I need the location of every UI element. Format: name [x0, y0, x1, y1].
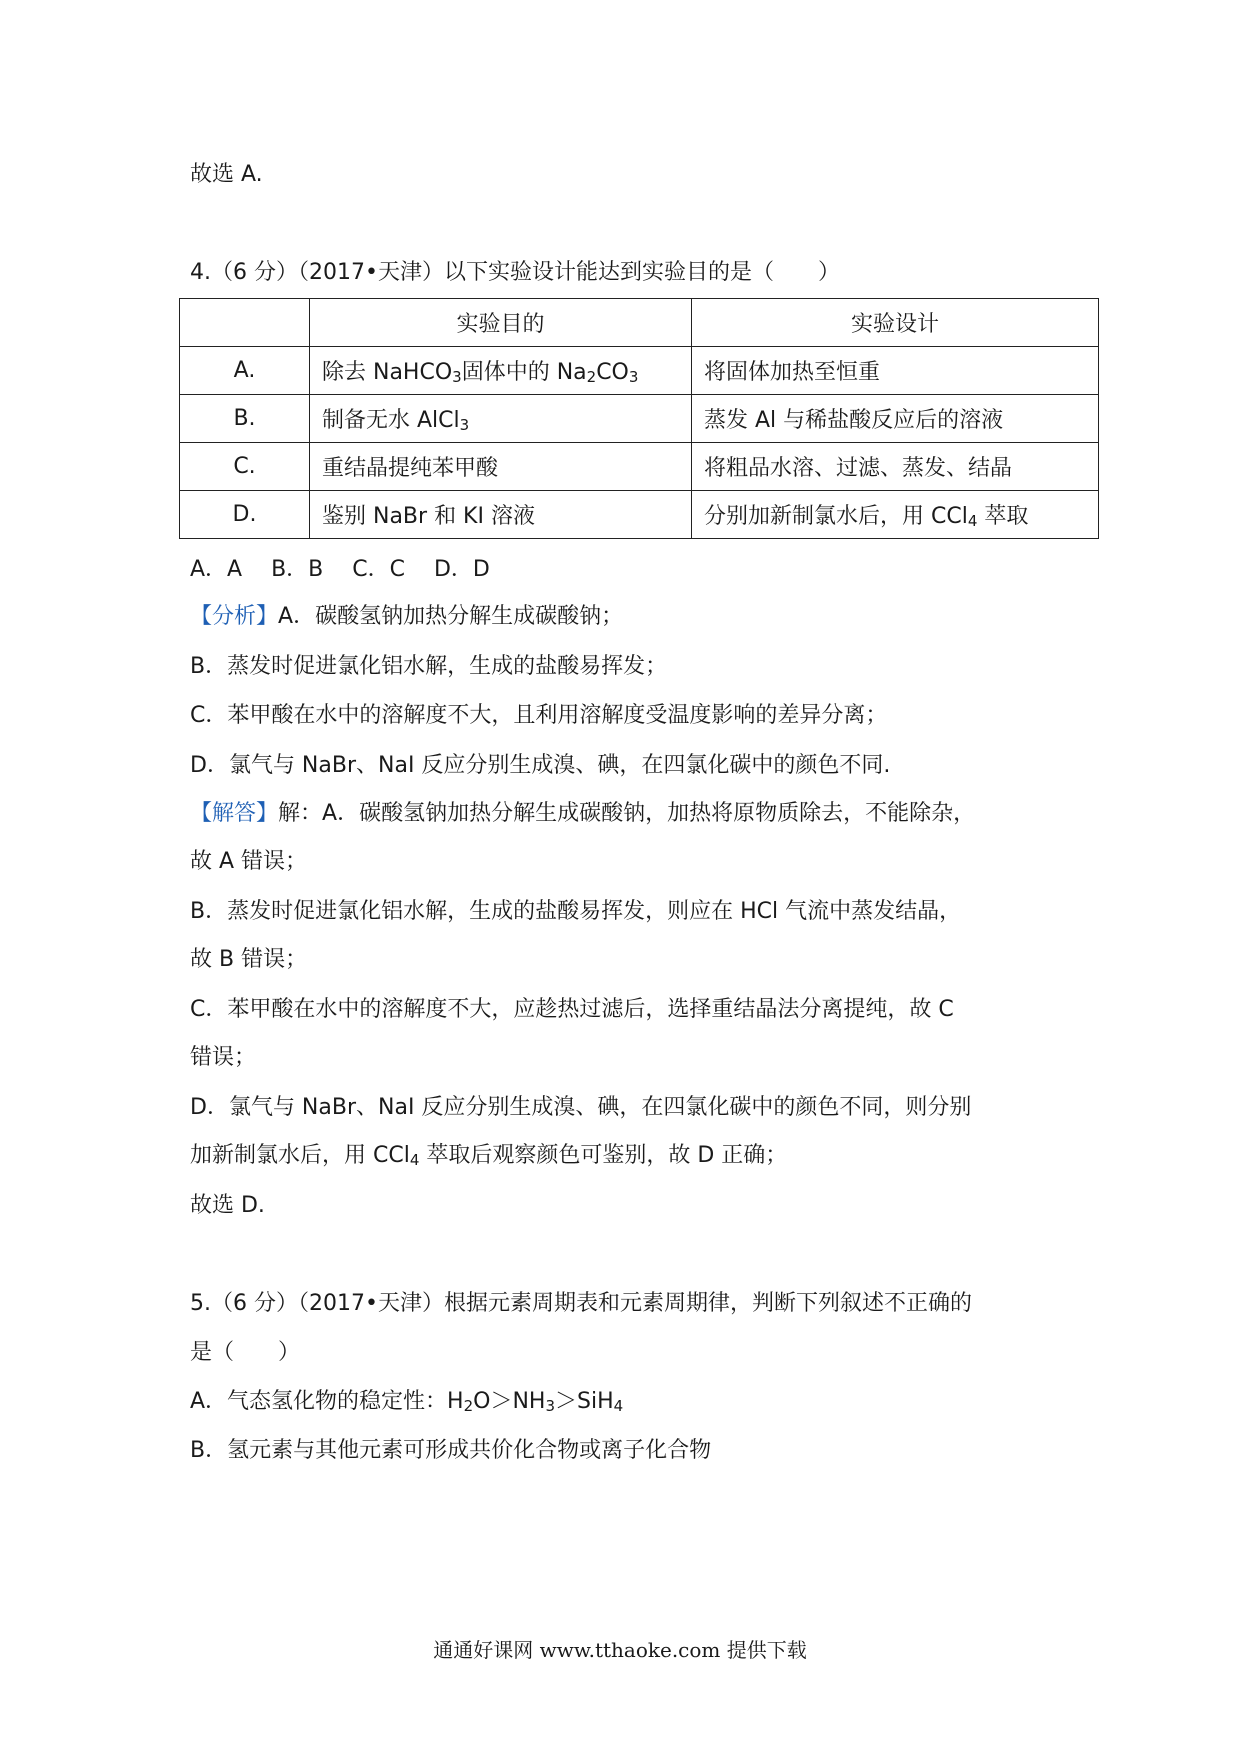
- answer-line: B．蒸发时促进氯化铝水解，生成的盐酸易挥发，则应在 HCl 气流中蒸发结晶，: [190, 899, 962, 924]
- page-footer: 通通好课网 www.tthaoke.com 提供下载: [433, 1638, 807, 1662]
- table-row: [180, 443, 1099, 491]
- table-row: [180, 491, 1099, 539]
- analysis-line: D．氯气与 NaBr、NaI 反应分别生成溴、碘，在四氯化碳中的颜色不同.: [190, 753, 891, 778]
- answer-line: 故 B 错误；: [190, 947, 308, 972]
- row-design: 分别加新制氯水后，用 CCl$_4$ 萃取: [692, 491, 1099, 539]
- answer-tag: 【解答】: [190, 801, 279, 826]
- question-4-options: A．A B．B C．C D．D: [190, 557, 490, 582]
- row-label: A.: [180, 347, 310, 395]
- analysis-tag: 【分析】: [190, 604, 279, 629]
- question-5-option-a: A．气态氢化物的稳定性：$H_2O>NH_3>SiH_4$: [190, 1389, 624, 1415]
- answer-conclusion: 故选 D.: [190, 1193, 265, 1218]
- table-header-cell: 实验目的: [310, 299, 692, 347]
- analysis-line: C．苯甲酸在水中的溶解度不大，且利用溶解度受温度影响的差异分离；: [190, 703, 888, 728]
- question-5-option-b: B．氢元素与其他元素可形成共价化合物或离子化合物: [190, 1438, 712, 1463]
- answer-line: C．苯甲酸在水中的溶解度不大，应趁热过滤后，选择重结晶法分离提纯，故 C: [190, 997, 954, 1022]
- row-purpose: 除去 NaHCO$_3$固体中的 $Na_2CO_3$: [310, 347, 692, 395]
- row-design: 将粗品水溶、过滤、蒸发、结晶: [692, 443, 1099, 491]
- answer-line: 错误；: [190, 1045, 257, 1070]
- answer-line: D．氯气与 NaBr、NaI 反应分别生成溴、碘，在四氯化碳中的颜色不同，则分别: [190, 1095, 972, 1120]
- table-header-row: [180, 299, 1099, 347]
- row-design: 蒸发 Al 与稀盐酸反应后的溶液: [692, 395, 1099, 443]
- question-5-stem: 5.（6 分）（2017•天津）根据元素周期表和元素周期律，判断下列叙述不正确的: [190, 1291, 972, 1316]
- row-purpose: 鉴别 NaBr 和 KI 溶液: [310, 491, 692, 539]
- row-label: C.: [180, 443, 310, 491]
- answer-line: 【解答】解：A．碳酸氢钠加热分解生成碳酸钠，加热将原物质除去，不能除杂，: [190, 801, 976, 826]
- answer-line: 故 A 错误；: [190, 849, 308, 874]
- table-header-cell: [180, 299, 310, 347]
- analysis-line: B．蒸发时促进氯化铝水解，生成的盐酸易挥发；: [190, 654, 668, 679]
- question-4-stem: 4.（6 分）（2017•天津）以下实验设计能达到实验目的是（ ）: [190, 260, 840, 285]
- table-row: [180, 395, 1099, 443]
- answer-line: 加新制氯水后，用 CCl$_4$ 萃取后观察颜色可鉴别，故 D 正确；: [190, 1143, 788, 1169]
- question-5-stem-cont: 是（ ）: [190, 1340, 301, 1365]
- row-purpose: 重结晶提纯苯甲酸: [310, 443, 692, 491]
- row-label: B.: [180, 395, 310, 443]
- row-purpose: 制备无水 AlCl$_3$: [310, 395, 692, 443]
- row-label: D.: [180, 491, 310, 539]
- previous-answer-conclusion: 故选 A.: [190, 162, 263, 187]
- table-row: [180, 347, 1099, 395]
- table-header-cell: 实验设计: [692, 299, 1099, 347]
- row-design: 将固体加热至恒重: [692, 347, 1099, 395]
- analysis-line: 【分析】A．碳酸氢钠加热分解生成碳酸钠；: [190, 604, 624, 629]
- question-4-table: [179, 298, 1099, 539]
